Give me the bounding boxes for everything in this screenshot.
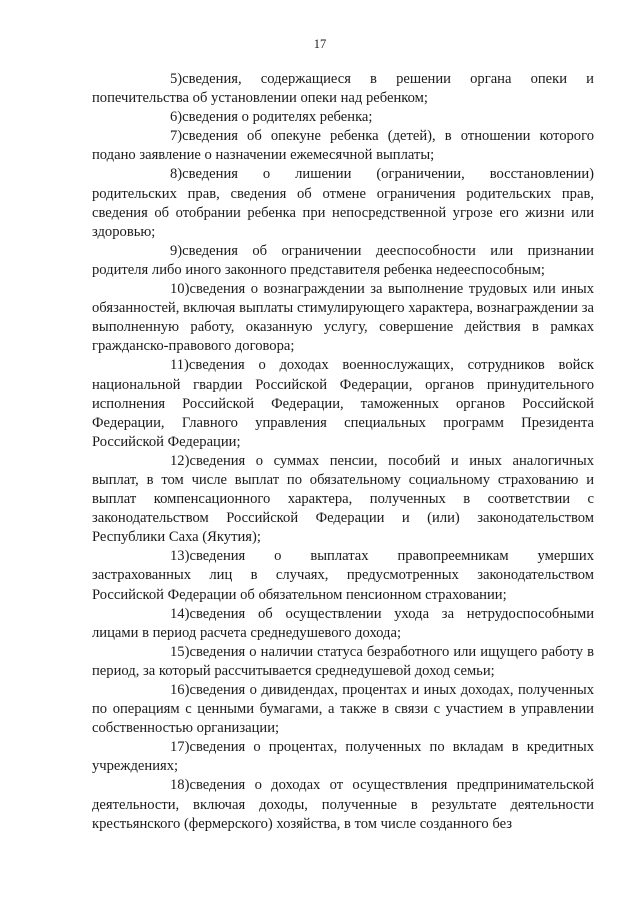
item-text: сведения об ограничении дееспособности или признании родителя либо иного законного представителя ребенка недееспособным; [92, 242, 594, 278]
item-number: 7) [170, 128, 183, 145]
item-text: сведения о доходах военнослужащих, сотрудников войск национальной гвардии Российской Федерации, органов принудительного исполнения Российской Федерации, таможенных органов Российской Федерации, Главного управления специальных программ Президента Российской Федерации; [92, 357, 594, 450]
item-text: сведения о выплатах правопреемникам умерших застрахованных лиц в случаях, предусмотренных законодательством Российской Федерации об обязательном пенсионном страховании; [92, 548, 594, 603]
item-number: 6) [170, 109, 183, 126]
list-item [92, 776, 594, 833]
list-item [92, 547, 594, 604]
list-item [92, 280, 594, 356]
item-text: сведения об опекуне ребенка (детей), в отношении которого подано заявление о назначении ежемесячной выплаты; [92, 128, 594, 164]
item-text: сведения о родителях ребенка; [182, 109, 373, 126]
item-text: сведения о вознаграждении за выполнение трудовых или иных обязанностей, включая выплаты стимулирующего характера, вознаграждении за выполненную работу, оказанную услугу, совершение действия в рамках гражданско-правового договора; [92, 281, 594, 355]
page-number: 17 [313, 37, 327, 51]
item-number: 8) [170, 166, 183, 183]
list-item [92, 70, 594, 108]
item-number: 5) [170, 71, 183, 87]
item-text: сведения о процентах, полученных по вкладам в кредитных учреждениях; [92, 739, 594, 775]
item-text: сведения о наличии статуса безработного или ищущего работу в период, за который рассчитывается среднедушевой доход семьи; [92, 643, 594, 679]
document-body [92, 70, 594, 834]
item-number: 15) [170, 643, 190, 660]
list-item [92, 242, 594, 280]
item-text: сведения, содержащиеся в решении органа опеки и попечительства об установлении опеки над ребенком; [92, 71, 594, 107]
list-item [92, 738, 594, 776]
item-number: 12) [170, 452, 190, 469]
list-item [92, 108, 594, 127]
item-number: 9) [170, 242, 183, 259]
item-number: 16) [170, 682, 190, 698]
list-item [92, 605, 594, 643]
item-number: 17) [170, 739, 190, 756]
item-text: сведения о доходах от осуществления предпринимательской деятельности, включая доходы, полученные в результате деятельности крестьянского (фермерского) хозяйства, в том числе созданного без [92, 777, 594, 832]
list-item [92, 165, 594, 241]
item-text: сведения об осуществлении ухода за нетрудоспособными лицами в период расчета среднедушевого дохода; [92, 605, 594, 641]
list-item [92, 452, 594, 547]
item-number: 13) [170, 548, 190, 565]
list-item [92, 681, 594, 738]
item-text: сведения о дивидендах, процентах и иных доходах, полученных по операциям с ценными бумагами, а также в связи с участием в управлении собственностью организации; [92, 682, 594, 737]
list-item [92, 127, 594, 165]
item-text: сведения о лишении (ограничении, восстановлении) родительских прав, сведения об отмене ограничения родительских прав, сведения об отобрании ребенка при непосредственной угрозе его жизни или здоровью; [92, 166, 594, 240]
list-item [92, 356, 594, 451]
item-number: 11) [170, 357, 189, 374]
list-item [92, 643, 594, 681]
item-number: 10) [170, 281, 190, 298]
item-text: сведения о суммах пенсии, пособий и иных аналогичных выплат, в том числе выплат по обязательному социальному страхованию и выплат компенсационного характера, полученных в соответствии с законодательством Российской Федерации и (или) законодательством Республики Саха (Якутия); [92, 452, 594, 546]
item-number: 14) [170, 605, 190, 622]
item-number: 18) [170, 777, 190, 794]
